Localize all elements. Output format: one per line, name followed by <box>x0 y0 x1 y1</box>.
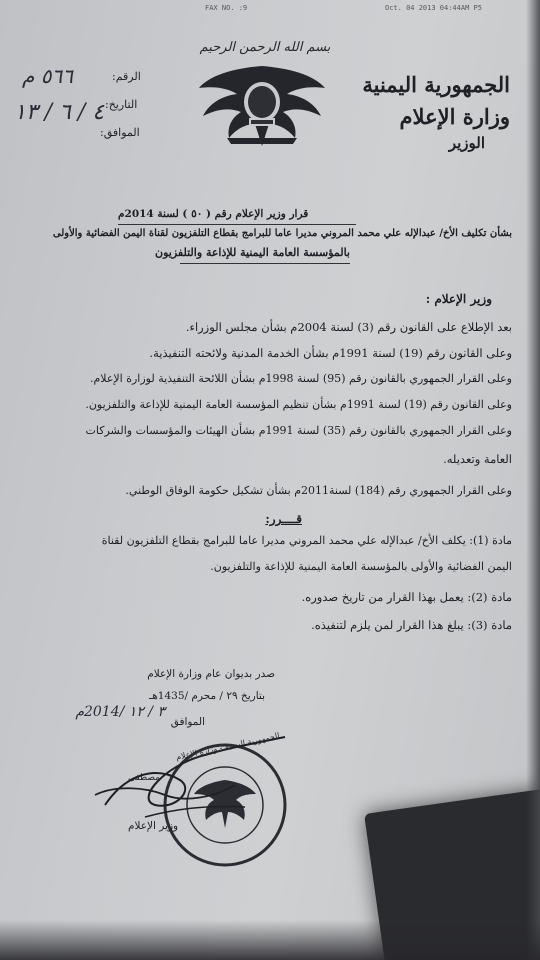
subject-underline <box>180 263 350 264</box>
signatory-title: وزير الإعلام <box>128 820 179 832</box>
preamble-line-4: وعلى القانون رقم (19) لسنة 1991م بشأن تنظيم المؤسسة العامة اليمنية للإذاعة والتلفزيون. <box>85 398 512 411</box>
ref-date-label: التاريخ: <box>105 98 138 111</box>
yemen-eagle-emblem-icon <box>197 58 327 150</box>
preamble-line-1: بعد الإطلاع على القانون رقم (3) لسنة 2004م بشأن مجلس الوزراء. <box>185 320 512 334</box>
preamble-line-2: وعلى القانون رقم (19) لسنة 1991م بشأن الخدمة المدنية ولائحته التنفيذية. <box>149 346 512 360</box>
ref-number-value: ٥٦٦ م <box>22 64 73 88</box>
title-underline <box>118 224 356 225</box>
preamble-line-5: وعلى القرار الجمهوري بالقانون رقم (35) لسنة 1991م بشأن الهيئات والمؤسسات والشركات <box>85 424 512 437</box>
bottom-shadow <box>0 920 540 960</box>
decision-subject-line2: بالمؤسسة العامة اليمنية للإذاعة والتلفزيون <box>155 246 350 259</box>
signatory-name: مصطفى <box>128 773 161 783</box>
handwritten-signature <box>85 735 295 825</box>
ministry-name: وزارة الإعلام <box>399 104 510 129</box>
minister-heading: وزير الإعلام : <box>425 292 492 306</box>
corresponding-label: الموافق <box>170 716 205 728</box>
stamp-text: الجمهورية اليمنية - وزارة الإعلام <box>175 731 281 762</box>
decision-title: قرار وزير الإعلام رقم ( ٥٠ ) لسنة 2014م <box>118 208 309 220</box>
resolves-heading: قــــرر: <box>265 512 302 526</box>
issued-at: صدر بديوان عام وزارة الإعلام <box>147 668 275 680</box>
hijri-date: بتاريخ ٢٩ / محرم /1435هـ <box>149 690 265 702</box>
republic-name: الجمهورية اليمنية <box>362 72 510 97</box>
article-1-line-2: اليمن الفضائية والأولى بالمؤسسة العامة اليمنية للإذاعة والتلفزيون. <box>210 560 512 573</box>
ref-number-label: الرقم: <box>112 70 141 83</box>
preamble-line-3: وعلى القرار الجمهوري بالقانون رقم (95) لسنة 1998م بشأن اللائحة التنفيذية لوزارة الإعلام. <box>89 372 512 385</box>
ref-date-value: ٤ / ٦ / ١٣ <box>14 100 105 125</box>
decision-subject-line1: بشأن تكليف الأخ/ عبدالإله علي محمد المروني مديرا عاما للبرامج بقطاع التلفزيون لقناة اليمن الفضائية والأولى <box>52 228 512 239</box>
paper-edge-shadow <box>526 0 540 960</box>
preamble-line-6: العامة وتعديله. <box>443 452 512 466</box>
fax-header <box>0 2 540 16</box>
ref-corresponding-label: الموافق: <box>100 126 140 139</box>
article-2: مادة (2): يعمل بهذا القرار من تاريخ صدوره. <box>301 590 512 604</box>
fax-number: FAX NO. :9 <box>205 4 248 12</box>
article-1-line-1: مادة (1): يكلف الأخ/ عبدالإله علي محمد المروني مديرا عاما للبرامج بقطاع التلفزيون لقناة <box>101 534 512 547</box>
minister-title: الوزير <box>448 134 485 152</box>
bismillah: بسم الله الرحمن الرحيم <box>199 40 331 55</box>
article-3: مادة (3): يبلغ هذا القرار لمن يلزم لتنفيذه. <box>311 618 512 632</box>
gregorian-date: ٣ / ١٢ /2014م <box>75 704 165 720</box>
preamble-line-7: وعلى القرار الجمهوري رقم (184) لسنة2011م بشأن تشكيل حكومة الوفاق الوطني. <box>125 484 512 497</box>
fax-datetime: Oct. 04 2013 04:44AM P5 <box>385 4 482 12</box>
